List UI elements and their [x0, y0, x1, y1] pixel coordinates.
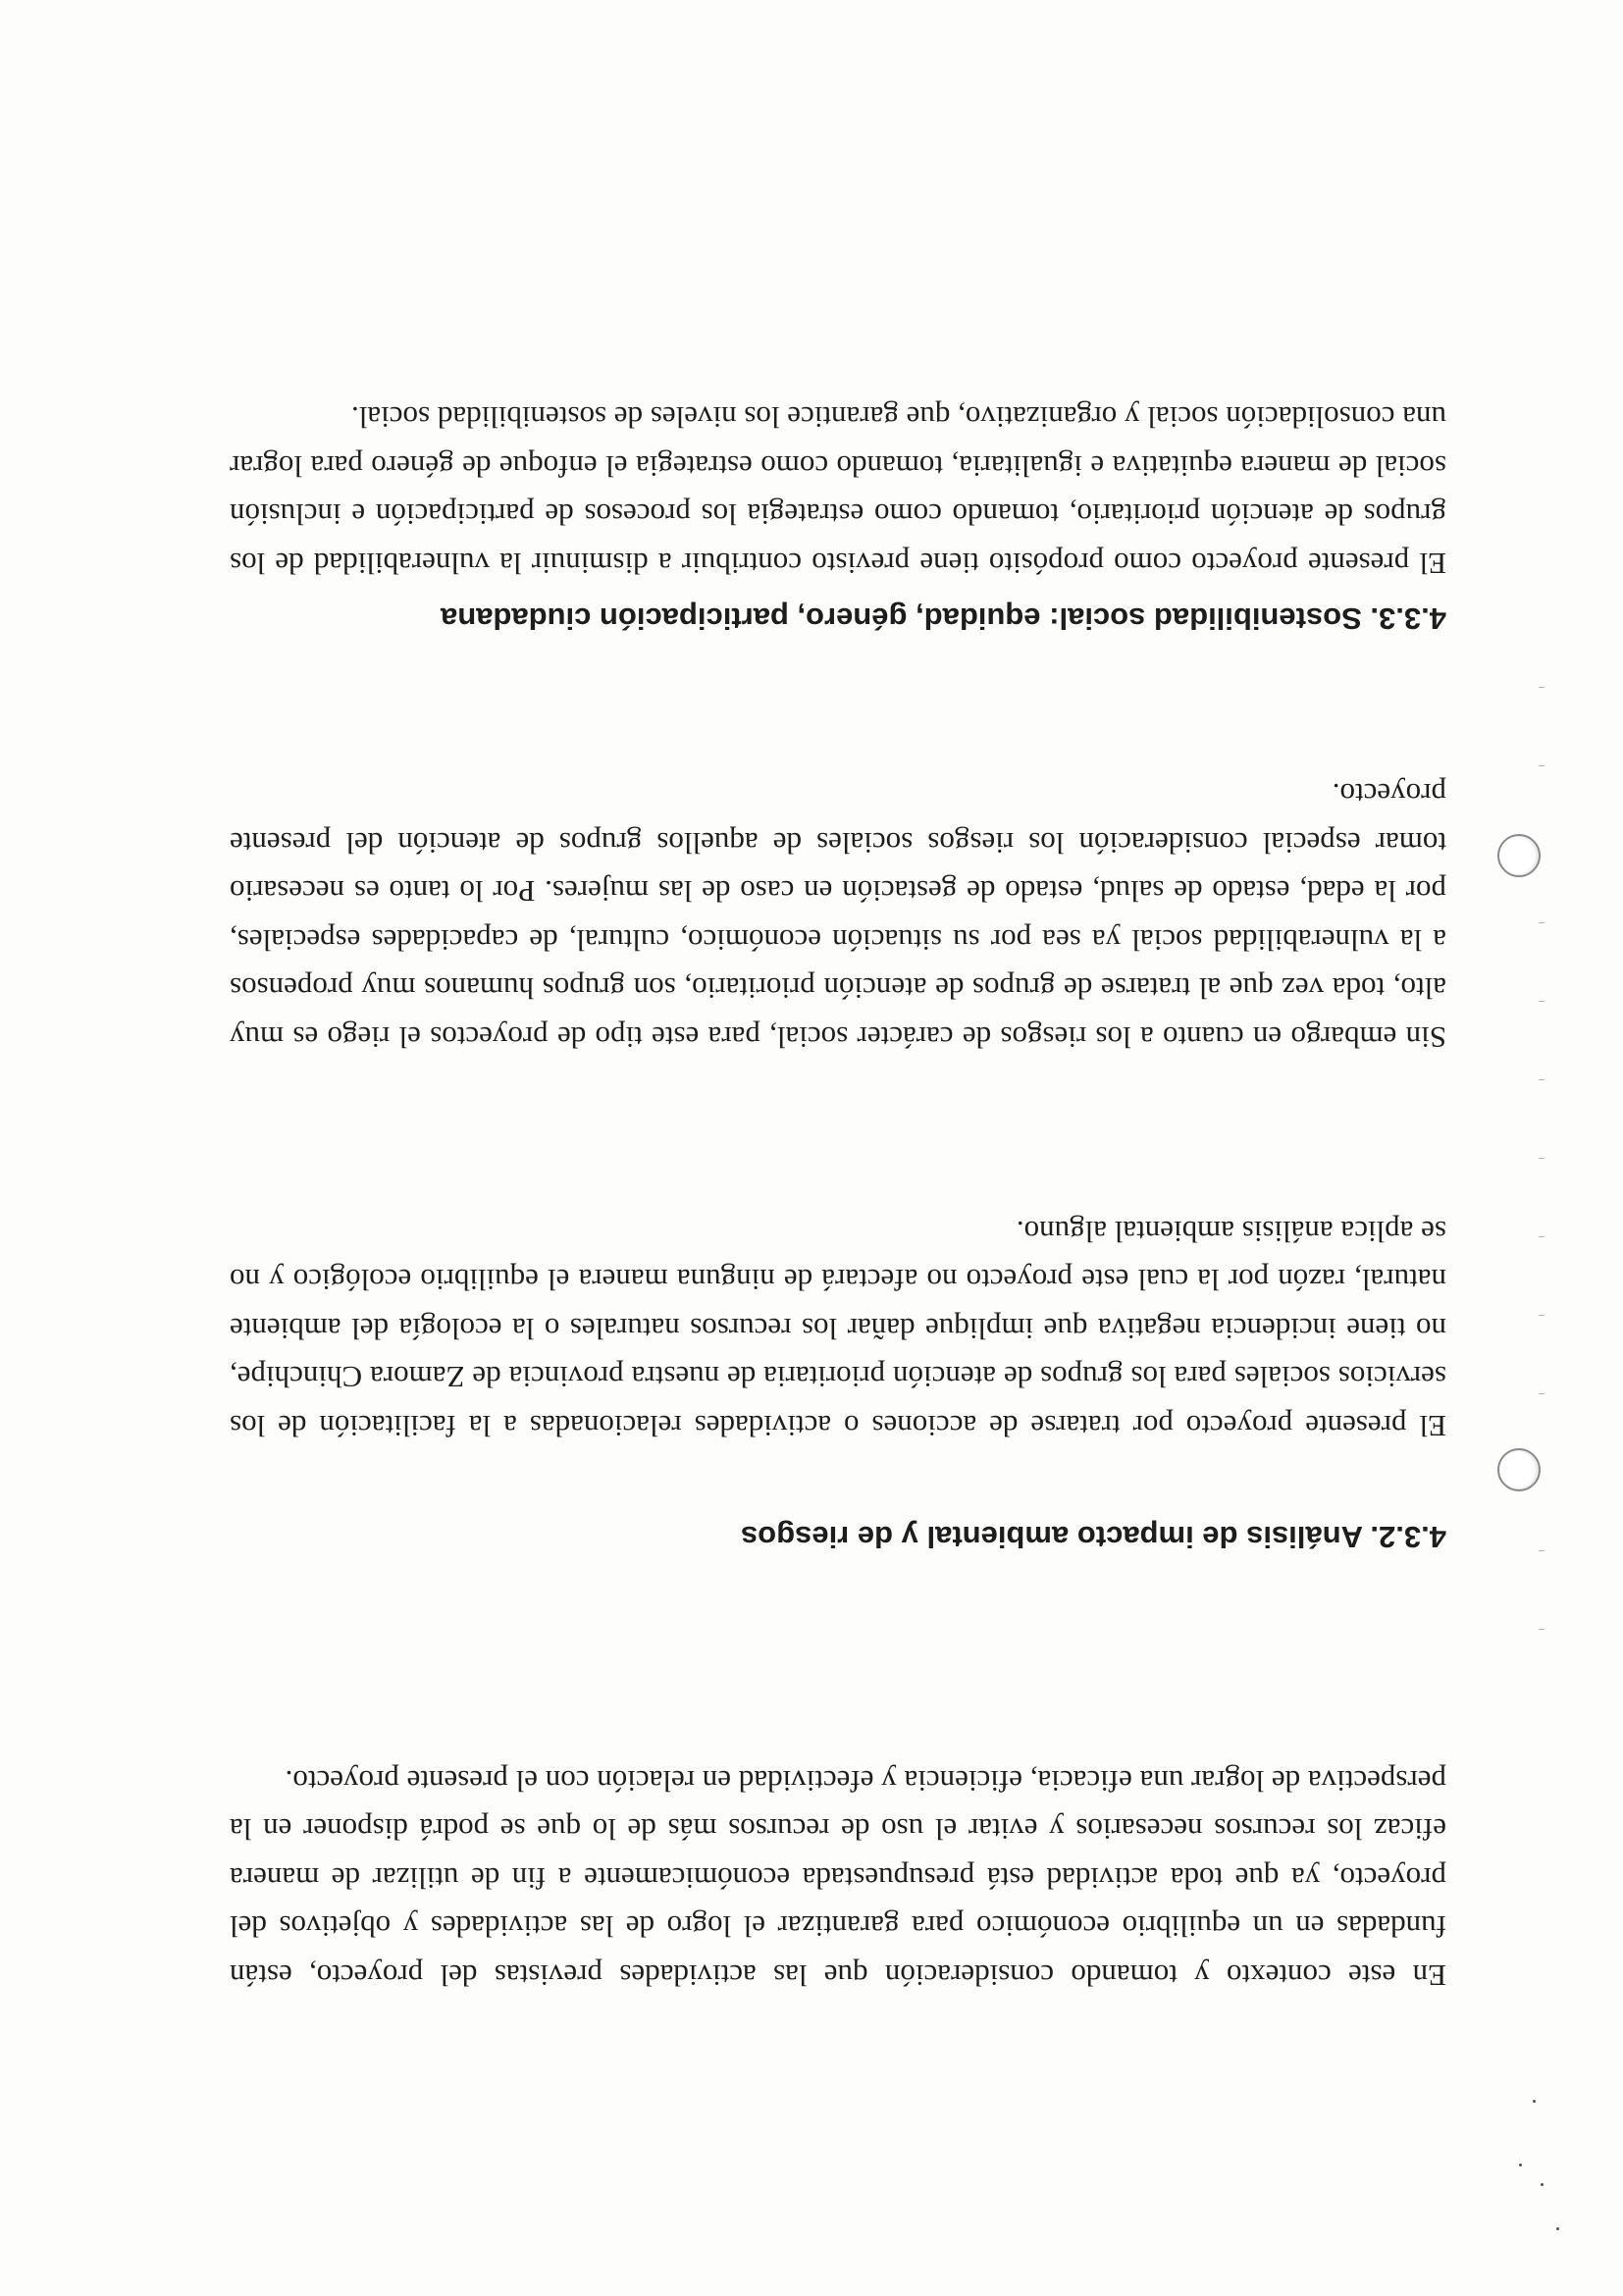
section-heading: 4.3.2. Análisis de impacto ambiental y de riesgos: [740, 1520, 1446, 1554]
section-4-3-3: [230, 599, 1446, 638]
section-4-3-2: [230, 1517, 1446, 1556]
section-4-3-3-body: [230, 393, 1446, 588]
section-4-3-2-body-2: [230, 770, 1446, 1062]
intro-paragraph: En este contexto y tomando consideración que las actividades previstas del proyecto, están fundadas en un equilibrio económico para garantizar el logro de las actividades y objetivos del proyecto, ya que toda actividad está presupuestada económicamente a fin de utilizar de manera eficaz los recursos necesarios y evitar el uso de recursos más de lo que se podrá disponer en la perspectiva de lograr una eficacia, eficiencia y efectividad en relación con el presente proyecto.: [230, 1764, 1446, 1993]
section-heading: 4.3.3. Sostenibilidad social: equidad, género, participación ciudadana: [441, 601, 1446, 636]
section-paragraph: El presente proyecto por tratarse de acciones o actividades relacionadas a la facilitación de los servicios sociales para los grupos de atención prioritaria de nuestra provincia de Zamora Chinchipe, no tiene incidencia negativa que implique dañar los recursos naturales o la ecología del ambiente natural, razón por la cual este proyecto no afectará de ninguna manera el equilibrio ecológico y no se aplica análisis ambiental alguno.: [230, 1215, 1446, 1443]
intro-paragraph-block: [230, 1757, 1446, 2001]
section-paragraph: Sin embargo en cuanto a los riesgos de carácter social, para este tipo de proyectos el riego es muy alto, toda vez que al tratarse de grupos de atención prioritario, son grupos humanos muy propensos a la vulnerabilidad social ya sea por su situación económico, cultural, de capacidades especiales, por la edad, estado de salud, estado de gestación en caso de las mujeres. Por lo tanto es necesario tomar especial consideración los riesgos sociales de aquellos grupos de atención del presente proyecto.: [230, 777, 1446, 1055]
section-paragraph: El presente proyecto como propósito tiene previsto contribuir a disminuir la vulnerabilidad de los grupos de atención prioritario, tomando como estrategia los procesos de participación e inclusión social de manera equitativa e igualitaria, tomando como estrategia el enfoque de género para lograr una consolidación social y organizativo, que garantice los niveles de sostenibilidad social.: [230, 400, 1446, 581]
section-4-3-2-body: [230, 1208, 1446, 1451]
